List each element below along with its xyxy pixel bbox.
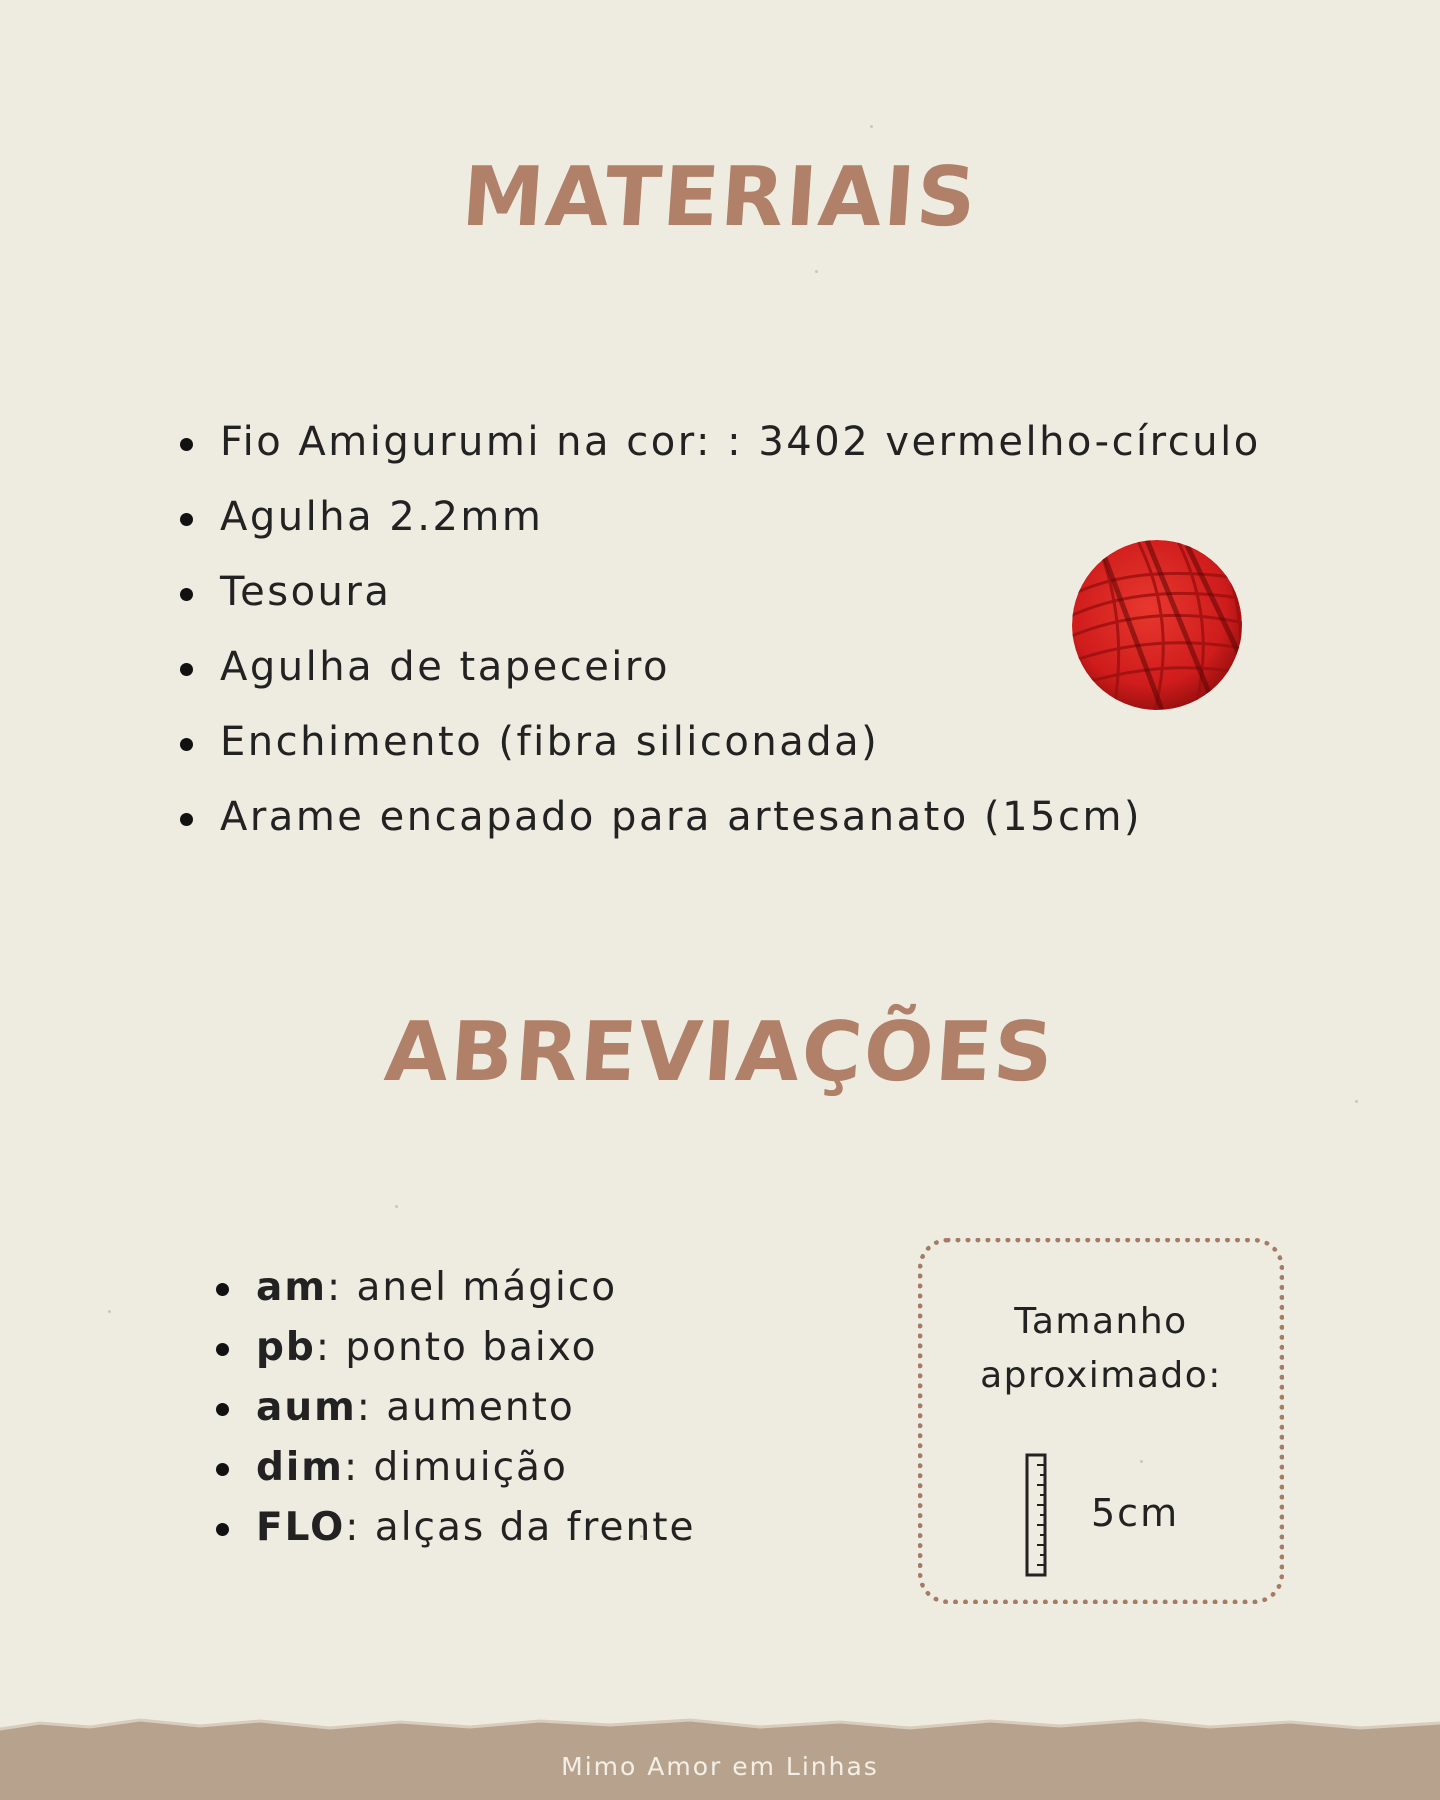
abbreviation-item: [216, 1378, 696, 1438]
paper-speck: [395, 1205, 398, 1208]
abbreviations-list: [216, 1258, 696, 1558]
abbreviation-item: [216, 1258, 696, 1318]
abbreviation-key: dim: [256, 1445, 344, 1490]
materials-heading: MATERIAIS: [459, 150, 981, 245]
abbreviation-meaning: : anel mágico: [326, 1265, 618, 1310]
abbreviation-key: aum: [256, 1385, 357, 1430]
abbreviation-meaning: : ponto baixo: [315, 1325, 598, 1370]
abbreviation-meaning: : dimuição: [343, 1445, 568, 1490]
abbreviations-heading: ABREVIAÇÕES: [381, 1005, 1059, 1100]
abbreviation-key: am: [256, 1265, 327, 1310]
abbreviation-item: [216, 1498, 696, 1558]
paper-speck: [1355, 1100, 1358, 1103]
paper-speck: [815, 270, 818, 273]
materials-item: Agulha 2.2mm: [180, 480, 1261, 555]
materials-item: Fio Amigurumi na cor: : 3402 vermelho-círculo: [180, 405, 1261, 480]
materials-item: Enchimento (fibra siliconada): [180, 705, 1261, 780]
materials-item: Agulha de tapeceiro: [180, 630, 1261, 705]
paper-speck: [108, 1310, 111, 1313]
abbreviation-key: pb: [256, 1325, 316, 1370]
footer-brand: Mimo Amor em Linhas: [561, 1752, 879, 1781]
abbreviation-meaning: : alças da frente: [345, 1505, 696, 1550]
abbreviation-key: FLO: [256, 1505, 346, 1550]
size-box: [918, 1238, 1284, 1604]
abbreviation-meaning: : aumento: [356, 1385, 575, 1430]
materials-item: Arame encapado para artesanato (15cm): [180, 780, 1261, 855]
abbreviation-item: [216, 1318, 696, 1378]
ruler-icon: [1025, 1453, 1047, 1581]
materials-item: Tesoura: [180, 555, 1261, 630]
abbreviation-item: [216, 1438, 696, 1498]
size-label-line2: aproximado:: [980, 1355, 1222, 1396]
paper-speck: [870, 125, 873, 128]
size-label-line1: Tamanho: [1014, 1301, 1188, 1342]
size-value: 5cm: [1091, 1491, 1180, 1535]
yarn-ball-icon: [1072, 540, 1242, 710]
size-label: [923, 1295, 1279, 1403]
